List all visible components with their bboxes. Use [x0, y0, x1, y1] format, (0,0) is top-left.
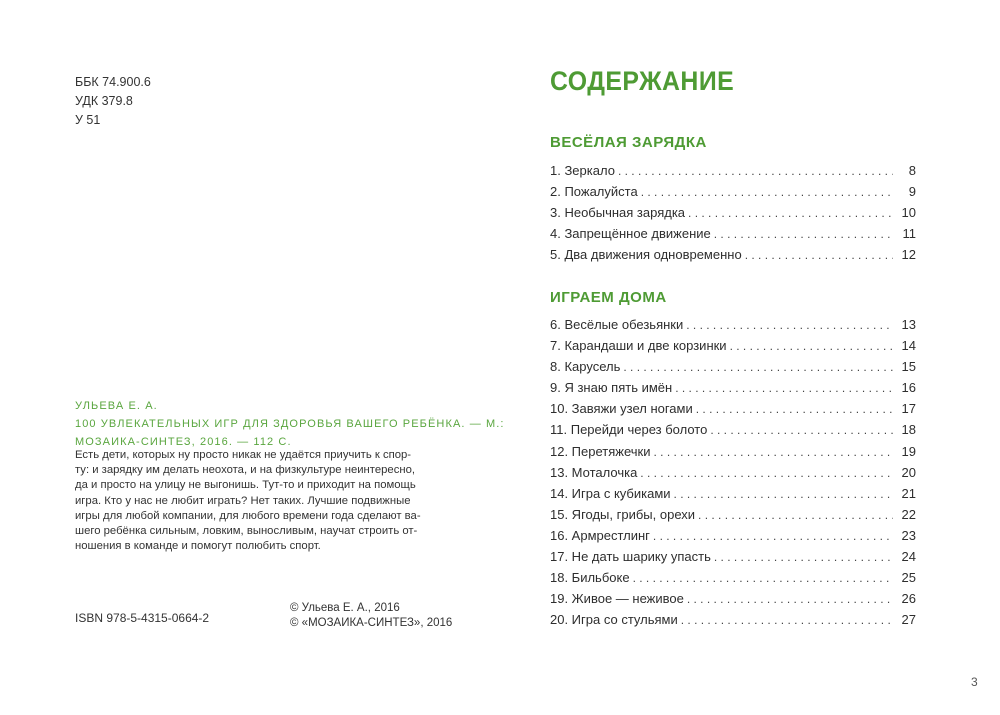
annotation-line: ту: и зарядку им делать неохота, и на физкультуре неинтересно,: [75, 464, 415, 477]
toc-entry[interactable]: [550, 401, 916, 422]
dot-leader: [714, 227, 893, 241]
toc-entry-label: 19. Живое — неживое: [550, 591, 684, 607]
toc-entry-label: 20. Игра со стульями: [550, 612, 678, 628]
author-mark: У 51: [75, 113, 101, 127]
toc-entry-label: 15. Ягоды, грибы, орехи: [550, 506, 696, 522]
toc-entry-label: 9. Я знаю пять имён: [550, 380, 673, 396]
toc-entry-label: 2. Пожалуйста: [550, 184, 638, 200]
copyright-author: © Ульева Е. А., 2016: [290, 602, 400, 614]
publisher-line: МОЗАИКА-СИНТЕЗ, 2016. — 112 С.: [75, 436, 292, 448]
toc-entry[interactable]: [550, 486, 916, 507]
isbn: ISBN 978-5-4315-0664-2: [75, 611, 210, 625]
toc-entry-label: 5. Два движения одновременно: [550, 247, 742, 263]
dot-leader: [696, 402, 893, 416]
annotation-line: да и просто на улицу не выгонишь. Тут-то и приходит на помощь: [75, 479, 416, 492]
toc-entry[interactable]: [550, 247, 916, 268]
toc-entry-label: 12. Перетяжечки: [550, 443, 651, 459]
toc-entry[interactable]: [550, 591, 916, 612]
annotation-line: ношения в команде и помогут полюбить спорт.: [75, 540, 321, 553]
toc-entry-page: 20: [901, 464, 916, 480]
dot-leader: [640, 466, 893, 480]
dot-leader: [681, 613, 893, 627]
toc-entry-label: 13. Моталочка: [550, 464, 638, 480]
toc-entry[interactable]: [550, 380, 916, 401]
toc-entry[interactable]: [550, 163, 916, 184]
dot-leader: [710, 423, 893, 437]
toc-entry-label: 10. Завяжи узел ногами: [550, 401, 693, 417]
toc-entry-page: 15: [901, 359, 916, 375]
toc-entry-page: 13: [901, 317, 916, 332]
book-title-line: 100 УВЛЕКАТЕЛЬНЫХ ИГР ДЛЯ ЗДОРОВЬЯ ВАШЕГО РЕБЁНКА. — М.:: [75, 418, 505, 430]
toc-entry-label: 14. Игра с кубиками: [550, 485, 671, 501]
toc-entry-label: 1. Зеркало: [550, 163, 615, 178]
toc-entry-page: 16: [901, 380, 916, 396]
toc-entry[interactable]: [550, 465, 916, 486]
toc-entry-label: 18. Бильбоке: [550, 570, 630, 586]
toc-entry-label: 7. Карандаши и две корзинки: [550, 338, 727, 354]
toc-entry[interactable]: [550, 317, 916, 338]
toc-entry-label: 16. Армрестлинг: [550, 527, 650, 543]
toc-entry-page: 10: [901, 205, 916, 221]
toc-entry-label: 6. Весёлые обезьянки: [550, 317, 684, 332]
toc-entry-label: 3. Необычная зарядка: [550, 205, 686, 221]
dot-leader: [674, 487, 893, 501]
dot-leader: [618, 164, 893, 178]
author-line: УЛЬЕВА Е. А.: [75, 400, 158, 412]
annotation-line: игры для любой компании, для любого времени года сделают ва-: [75, 509, 421, 522]
dot-leader: [687, 592, 893, 606]
dot-leader: [675, 381, 893, 395]
dot-leader: [730, 339, 893, 353]
toc-entry-page: 8: [908, 163, 916, 178]
toc-list-section-2: [550, 317, 916, 633]
bbk-code: ББК 74.900.6: [75, 75, 151, 89]
dot-leader: [714, 550, 893, 564]
toc-entry[interactable]: [550, 338, 916, 359]
copyright-publisher: © «МОЗАИКА-СИНТЕЗ», 2016: [290, 617, 453, 629]
toc-entry-page: 24: [901, 549, 916, 565]
toc-entry-page: 25: [901, 570, 916, 586]
dot-leader: [654, 445, 894, 459]
toc-entry-label: 17. Не дать шарику упасть: [550, 549, 711, 565]
annotation-line: Есть дети, которых ну просто никак не удаётся приучить к спор-: [75, 449, 412, 461]
toc-entry-page: 12: [901, 247, 916, 263]
toc-entry[interactable]: [550, 570, 916, 591]
toc-entry-page: 19: [901, 443, 916, 459]
dot-leader: [688, 206, 893, 220]
dot-leader: [653, 529, 893, 543]
section-title-morning-exercise: ВЕСЁЛАЯ ЗАРЯДКА: [550, 134, 707, 151]
toc-entry-page: 22: [901, 506, 916, 522]
toc-entry[interactable]: [550, 528, 916, 549]
copyright-block: [290, 601, 452, 631]
bibliographic-record: [75, 397, 505, 451]
classification-codes: [75, 73, 151, 130]
dot-leader: [686, 318, 893, 332]
dot-leader: [698, 508, 893, 522]
toc-entry-label: 8. Карусель: [550, 359, 621, 375]
toc-entry[interactable]: [550, 205, 916, 226]
page-title: СОДЕРЖАНИЕ: [550, 66, 735, 96]
toc-entry-label: 4. Запрещённое движение: [550, 226, 711, 242]
page-number: 3: [971, 675, 978, 689]
toc-entry-page: 17: [901, 401, 916, 417]
dot-leader: [623, 360, 893, 374]
toc-entry-page: 23: [901, 527, 916, 543]
toc-entry-page: 18: [901, 422, 916, 438]
toc-entry-page: 27: [901, 612, 916, 628]
toc-entry-page: 11: [902, 226, 916, 242]
right-page: [500, 0, 1000, 715]
toc-entry[interactable]: [550, 359, 916, 380]
toc-entry[interactable]: [550, 612, 916, 633]
toc-entry[interactable]: [550, 549, 916, 570]
toc-entry[interactable]: [550, 444, 916, 465]
dot-leader: [641, 185, 893, 199]
dot-leader: [745, 248, 893, 262]
book-annotation: [75, 448, 445, 554]
annotation-line: шего ребёнка сильным, ловким, выносливым, научат строить от-: [75, 525, 418, 538]
section-title-play-at-home: ИГРАЕМ ДОМА: [550, 289, 667, 306]
toc-entry-page: 26: [901, 591, 916, 607]
udk-code: УДК 379.8: [75, 94, 133, 108]
toc-entry[interactable]: [550, 507, 916, 528]
annotation-line: игра. Кто у нас не любит играть? Нет таких. Лучшие подвижные: [75, 494, 411, 507]
toc-entry-page: 14: [901, 338, 916, 354]
toc-entry-label: 11. Перейди через болото: [550, 422, 708, 438]
toc-entry-page: 21: [901, 485, 916, 501]
toc-list-section-1: [550, 163, 916, 268]
toc-entry[interactable]: [550, 184, 916, 205]
dot-leader: [633, 571, 893, 585]
toc-entry-page: 9: [908, 184, 916, 200]
toc-entry[interactable]: [550, 422, 916, 443]
toc-entry[interactable]: [550, 226, 916, 247]
